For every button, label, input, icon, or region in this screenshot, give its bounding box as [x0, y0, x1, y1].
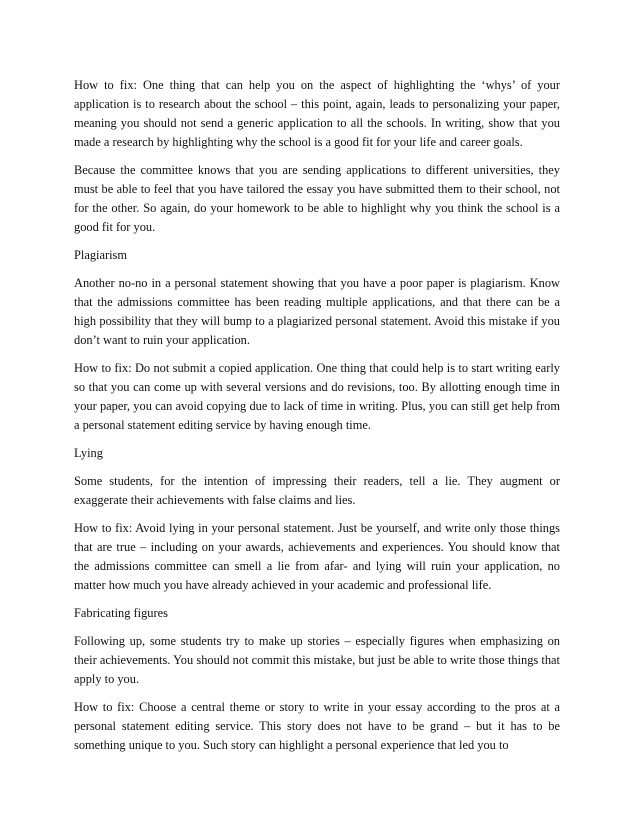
paragraph-how-to-fix-plagiarism: How to fix: Do not submit a copied application. One thing that could help is to start writing early so that you can come up with several versions and do revisions, too. By allotting enough time in your paper, you can avoid copying due to lack of time in writing. Plus, you can still get help from a personal statement editing service by having enough time. [74, 361, 560, 432]
paragraph-tailored-essay: Because the committee knows that you are sending applications to different universities, they must be able to feel that you have tailored the essay you have submitted them to their school, not for the other. So again, do your homework to be able to highlight why you think the school is a good fit for you. [74, 163, 560, 234]
heading-plagiarism: Plagiarism [74, 248, 127, 262]
paragraph-fabricating-figures: Following up, some students try to make up stories – especially figures when emphasizing on their achievements. You should not commit this mistake, but just be able to write those things that apply to you. [74, 634, 560, 686]
document-body [74, 76, 560, 764]
paragraph-how-to-fix-whys: How to fix: One thing that can help you on the aspect of highlighting the ‘whys’ of your application is to research about the school – this point, again, leads to personalizing your paper, meaning you should not send a generic application to all the schools. In writing, show that you made a research by highlighting why the school is a good fit for your life and career goals. [74, 78, 560, 149]
heading-lying: Lying [74, 446, 103, 460]
paragraph-how-to-fix-lying: How to fix: Avoid lying in your personal statement. Just be yourself, and write only those things that are true – including on your awards, achievements and experiences. You should know that the admissions committee can smell a lie from afar- and lying will ruin your application, no matter how much you have already achieved in your academic and professional life. [74, 521, 560, 592]
heading-fabricating-figures: Fabricating figures [74, 606, 168, 620]
paragraph-how-to-fix-fabricating: How to fix: Choose a central theme or story to write in your essay according to the pros at a personal statement editing service. This story does not have to be grand – but it has to be something unique to you. Such story can highlight a personal experience that led you to [74, 700, 560, 752]
paragraph-plagiarism: Another no-no in a personal statement showing that you have a poor paper is plagiarism. Know that the admissions committee has been reading multiple applications, and that there can be a high possibility that they will bump to a plagiarized personal statement. Avoid this mistake if you don’t want to ruin your application. [74, 276, 560, 347]
paragraph-lying: Some students, for the intention of impressing their readers, tell a lie. They augment or exaggerate their achievements with false claims and lies. [74, 474, 560, 507]
